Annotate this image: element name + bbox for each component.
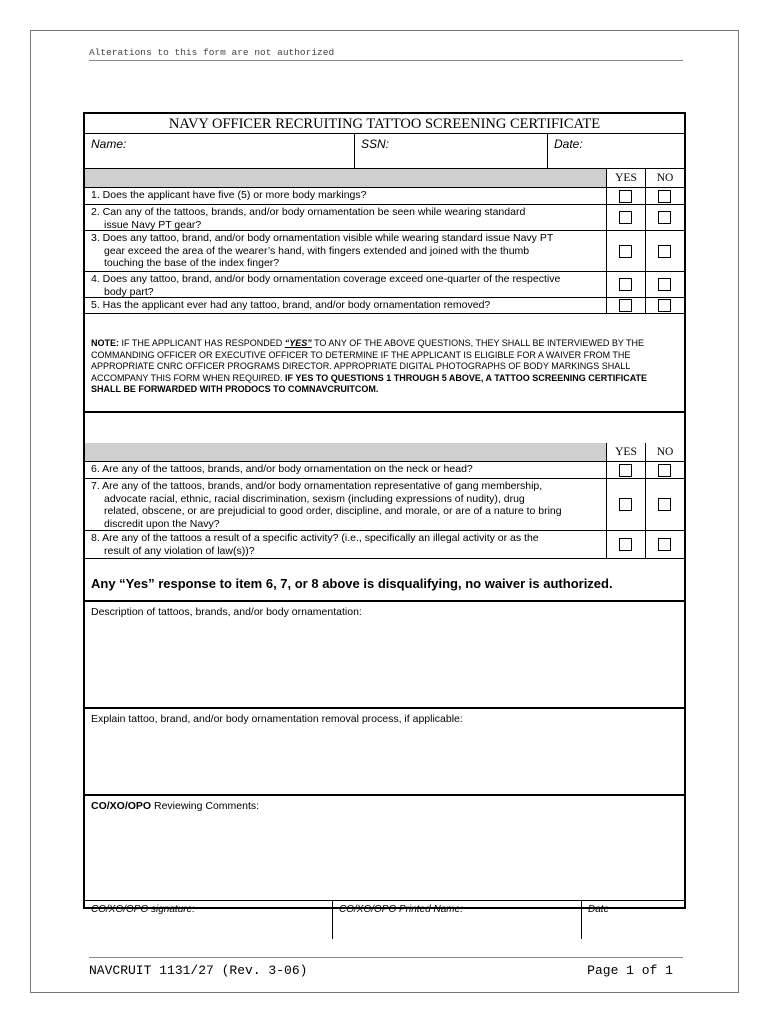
question-line: advocate racial, ethnic, racial discrimination, sexism (including expressions of nudity), drug <box>104 492 525 505</box>
form-frame <box>83 112 686 915</box>
note-text-1: IF THE APPLICANT HAS RESPONDED <box>119 338 285 348</box>
printed-name-field[interactable] <box>333 901 582 939</box>
yes-checkbox[interactable] <box>619 464 632 477</box>
no-cell <box>645 205 684 230</box>
no-cell <box>645 231 684 271</box>
yes-cell <box>606 531 645 558</box>
section2-yes-header: YES <box>606 443 645 461</box>
date-label: Date: <box>554 137 583 151</box>
section1-question-row <box>85 298 684 314</box>
section1-question-text <box>91 206 603 231</box>
question-line: issue Navy PT gear? <box>104 218 202 231</box>
section1-question-row <box>85 205 684 231</box>
comments-label: Reviewing Comments: <box>151 800 260 812</box>
no-checkbox[interactable] <box>658 211 671 224</box>
yes-cell <box>606 479 645 530</box>
signature-date-field-label: Date <box>588 904 610 915</box>
description-label: Description of tattoos, brands, and/or body ornamentation: <box>91 606 362 618</box>
section1-question-row <box>85 231 684 272</box>
yes-checkbox[interactable] <box>619 278 632 291</box>
comments-label-bold: CO/XO/OPO <box>91 800 152 812</box>
alteration-notice: Alterations to this form are not authorized <box>89 47 683 61</box>
yes-cell <box>606 272 645 297</box>
signature-row <box>85 901 684 939</box>
no-cell <box>645 272 684 297</box>
note-yes-word: “YES” <box>284 338 312 348</box>
question-line: 5. Has the applicant ever had any tattoo, brand, and/or body ornamentation removed? <box>91 299 491 311</box>
section2-question-row <box>85 531 684 559</box>
section1-no-header: NO <box>645 169 684 187</box>
no-cell <box>645 188 684 204</box>
no-checkbox[interactable] <box>658 538 671 551</box>
date-field[interactable] <box>548 134 684 168</box>
question-line: related, obscene, or are prejudicial to good order, discipline, and morale, or are of a nature to bring <box>104 505 562 517</box>
no-cell <box>645 531 684 558</box>
question-line: discredit upon the Navy? <box>104 517 220 530</box>
question-line: 1. Does the applicant have five (5) or more body markings? <box>91 189 367 201</box>
question-line: result of any violation of law(s))? <box>104 544 255 557</box>
no-checkbox[interactable] <box>658 190 671 203</box>
section1-question-row <box>85 188 684 205</box>
section2-question-text <box>91 463 603 476</box>
form-page <box>30 30 739 993</box>
no-checkbox[interactable] <box>658 299 671 312</box>
form-title: NAVY OFFICER RECRUITING TATTOO SCREENING CERTIFICATE <box>85 114 684 134</box>
note-text-2: TO ANY OF THE ABOVE QUESTIONS, THEY SHALL BE INTERVIEWED BY THE COMMANDING OFFICER OR EXECUTIVE OFFICER TO DETERMINE IF THE APPLICANT IS ELIGIBLE FOR A WAIVER FROM THE APPROPRIATE CNRC OFFICER PROGRAMS DIRECTOR. APPROPRIATE DIGITAL PHOTOGRAPHS OF BODY MARKINGS SHALL ACCOMPANY THIS FORM WHEN REQUIRED. <box>91 338 645 383</box>
yes-checkbox[interactable] <box>619 299 632 312</box>
question-line: 6. Are any of the tattoos, brands, and/or body ornamentation on the neck or head? <box>91 463 473 475</box>
signature-field-label: CO/XO/OPO signature: <box>91 904 195 915</box>
question-line: 7. Are any of the tattoos, brands, and/or body ornamentation representative of gang membership, <box>91 480 543 492</box>
yes-cell <box>606 205 645 230</box>
question-line: 4. Does any tattoo, brand, and/or body ornamentation coverage exceed one-quarter of the respective <box>91 273 561 285</box>
yes-cell <box>606 231 645 271</box>
yes-cell <box>606 462 645 478</box>
yes-cell <box>606 188 645 204</box>
note-label: NOTE: <box>91 338 119 348</box>
no-cell <box>645 462 684 478</box>
question-line: body part? <box>104 285 154 298</box>
form-id: NAVCRUIT 1131/27 (Rev. 3-06) <box>89 963 308 978</box>
question-line: 3. Does any tattoo, brand, and/or body ornamentation visible while wearing standard issue Navy PT <box>91 232 554 244</box>
name-label: Name: <box>91 137 127 151</box>
yes-checkbox[interactable] <box>619 538 632 551</box>
signature-date-field[interactable] <box>582 901 684 939</box>
section1-question-text <box>91 273 603 298</box>
note-bold-tail: IF YES TO QUESTIONS 1 THROUGH 5 ABOVE, A TATTOO SCREENING CERTIFICATE SHALL BE FORWARDED WITH PRODOCS TO COMNAVCRUITCOM. <box>91 372 648 394</box>
page-number: Page 1 of 1 <box>587 963 673 978</box>
name-field[interactable] <box>85 134 355 168</box>
no-checkbox[interactable] <box>658 498 671 511</box>
section1-header <box>85 169 684 188</box>
no-cell <box>645 479 684 530</box>
section1-question-text <box>91 189 603 202</box>
printed-name-field-label: CO/XO/OPO Printed Name: <box>339 904 463 915</box>
question-line: touching the base of the index finger? <box>104 257 280 269</box>
section1-yes-header: YES <box>606 169 645 187</box>
yes-checkbox[interactable] <box>619 245 632 258</box>
yes-cell <box>606 298 645 313</box>
comments-field[interactable] <box>85 796 684 901</box>
section1-question-text <box>91 232 603 270</box>
ssn-field[interactable] <box>355 134 548 168</box>
applicant-info-row <box>85 134 684 169</box>
removal-label: Explain tattoo, brand, and/or body ornamentation removal process, if applicable: <box>91 713 463 725</box>
question-line: 2. Can any of the tattoos, brands, and/or body ornamentation be seen while wearing standard <box>91 206 526 218</box>
section2-question-row <box>85 479 684 531</box>
no-checkbox[interactable] <box>658 464 671 477</box>
waiver-note <box>85 324 684 413</box>
ssn-label: SSN: <box>361 137 390 151</box>
question-line: gear exceed the area of the wearer’s hand, with fingers extended and joined with the thumb <box>104 244 530 257</box>
section2-question-text <box>91 480 603 530</box>
section2-header <box>85 443 684 462</box>
no-checkbox[interactable] <box>658 278 671 291</box>
yes-checkbox[interactable] <box>619 190 632 203</box>
description-field[interactable] <box>85 602 684 709</box>
section2-no-header: NO <box>645 443 684 461</box>
form-footer <box>89 957 683 978</box>
yes-checkbox[interactable] <box>619 498 632 511</box>
removal-field[interactable] <box>85 709 684 796</box>
question-line: 8. Are any of the tattoos a result of a specific activity? (i.e., specifically an illegal activity or as the <box>91 532 539 544</box>
disqualifying-statement: Any “Yes” response to item 6, 7, or 8 above is disqualifying, no waiver is authorized. <box>85 567 684 602</box>
section2-question-row <box>85 462 684 479</box>
section1-question-row <box>85 272 684 298</box>
section2-question-text <box>91 532 603 557</box>
yes-checkbox[interactable] <box>619 211 632 224</box>
no-cell <box>645 298 684 313</box>
no-checkbox[interactable] <box>658 245 671 258</box>
section1-question-text <box>91 299 603 312</box>
signature-field[interactable] <box>85 901 333 939</box>
